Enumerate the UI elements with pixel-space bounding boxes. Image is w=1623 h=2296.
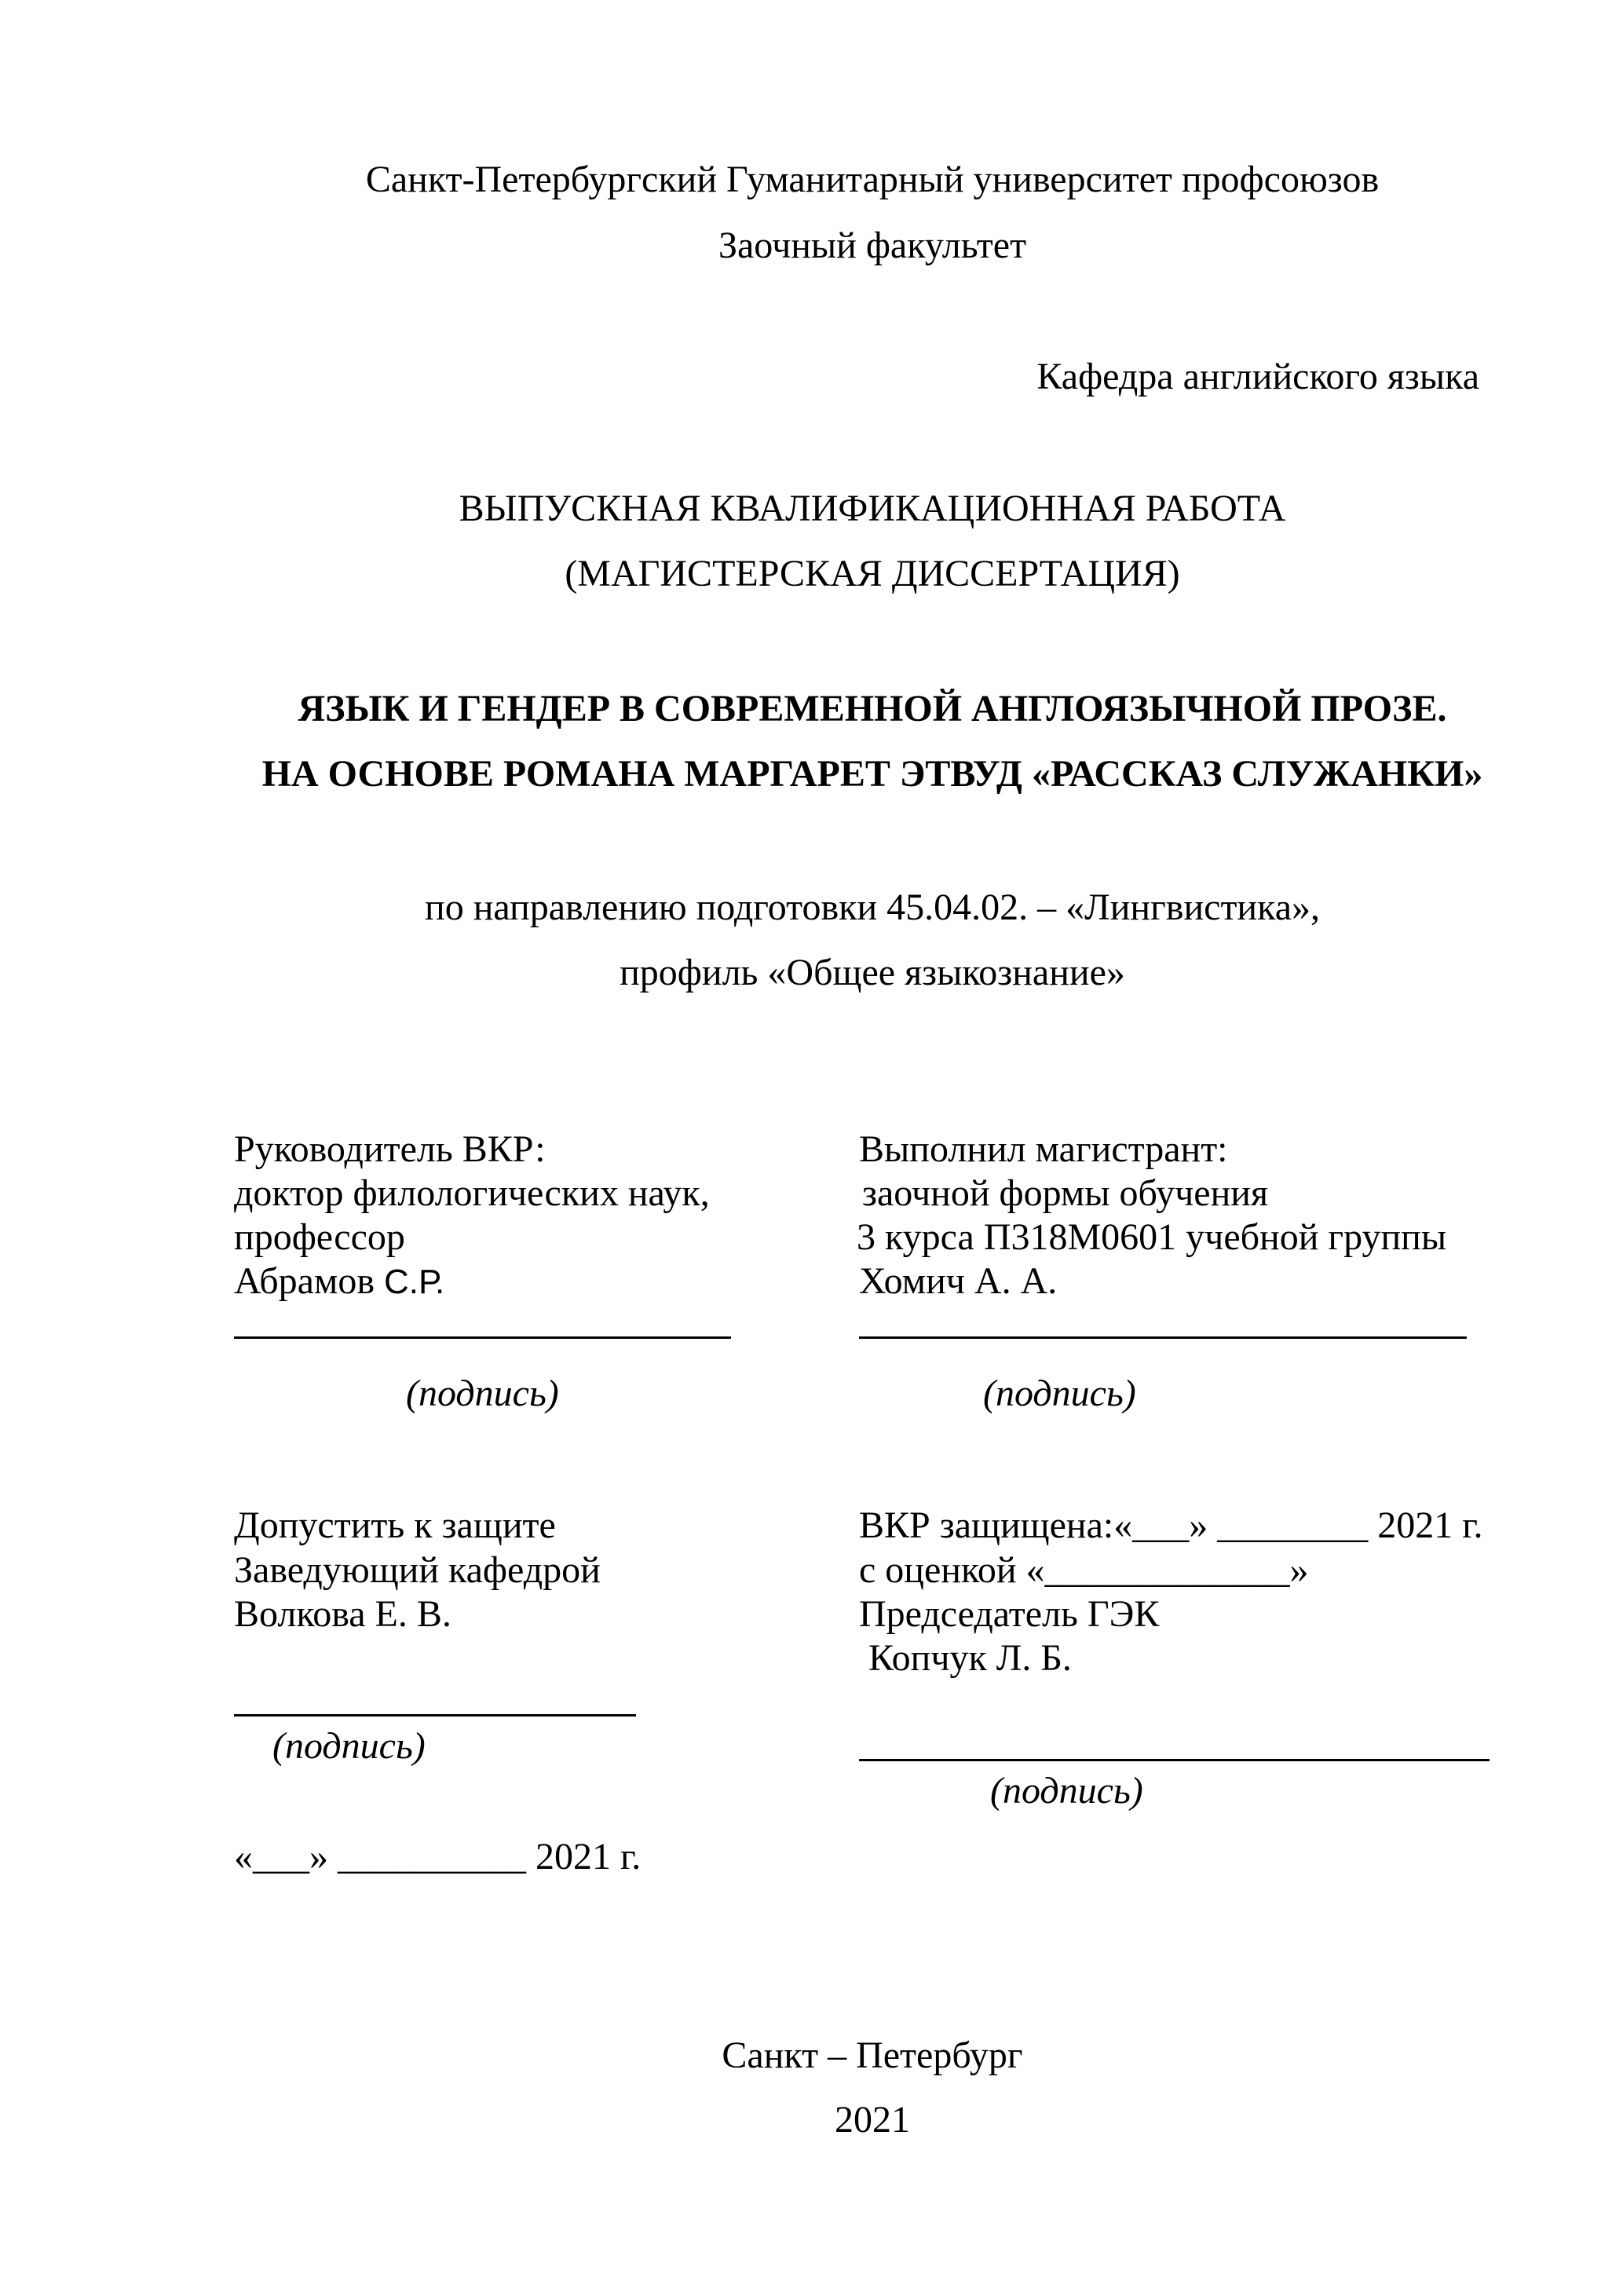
defense-signature-caption: (подпись) <box>990 1770 1143 1812</box>
direction-line1: по направлению подготовки 45.04.02. – «Лингвистика», <box>425 887 1320 928</box>
student-name: Хомич А. А. <box>859 1260 1058 1302</box>
supervisor-degree: доктор филологических наук, <box>234 1172 710 1214</box>
admission-date: «___» __________ 2021 г. <box>234 1836 642 1877</box>
supervisor-initials: С.Р. <box>384 1263 445 1301</box>
admission-signature-caption: (подпись) <box>272 1725 426 1767</box>
supervisor-title: профессор <box>234 1216 405 1258</box>
student-signature-caption: (подпись) <box>983 1373 1136 1414</box>
thesis-title-line2: НА ОСНОВЕ РОМАНА МАРГАРЕТ ЭТВУД «РАССКАЗ СЛУЖАНКИ» <box>261 753 1483 795</box>
year: 2021 <box>835 2099 910 2141</box>
department-name: Кафедра английского языка <box>1036 356 1479 397</box>
university-name: Санкт-Петербургский Гуманитарный университет профсоюзов <box>365 159 1380 200</box>
defense-grade: с оценкой «_____________» <box>859 1549 1309 1591</box>
supervisor-label: Руководитель ВКР: <box>234 1128 546 1170</box>
work-type-line2: (МАГИСТЕРСКАЯ ДИССЕРТАЦИЯ) <box>565 553 1180 594</box>
work-type-line1: ВЫПУСКНАЯ КВАЛИФИКАЦИОННАЯ РАБОТА <box>459 488 1286 529</box>
defense-role: Председатель ГЭК <box>859 1593 1160 1635</box>
admission-signature-line <box>234 1714 636 1717</box>
student-form: заочной формы обучения <box>862 1172 1269 1214</box>
thesis-title-line1: ЯЗЫК И ГЕНДЕР В СОВРЕМЕННОЙ АНГЛОЯЗЫЧНОЙ ПРОЗЕ. <box>298 688 1447 729</box>
defense-chair-name: Копчук Л. Б. <box>859 1637 1072 1679</box>
student-signature-line <box>859 1336 1467 1339</box>
supervisor-name: Абрамов <box>234 1260 384 1302</box>
city: Санкт – Петербург <box>722 2035 1023 2076</box>
admission-role: Заведующий кафедрой <box>234 1549 601 1591</box>
admission-label: Допустить к защите <box>234 1504 556 1546</box>
direction-line2: профиль «Общее языкознание» <box>620 952 1125 993</box>
supervisor-name-line <box>234 1258 444 1306</box>
student-label: Выполнил магистрант: <box>859 1128 1228 1170</box>
defense-label: ВКР защищена:«___» ________ 2021 г. <box>859 1504 1483 1546</box>
supervisor-signature-caption: (подпись) <box>406 1373 559 1414</box>
defense-signature-line <box>859 1759 1490 1761</box>
supervisor-signature-line <box>234 1336 731 1339</box>
faculty-name: Заочный факультет <box>718 225 1027 266</box>
admission-name: Волкова Е. В. <box>234 1593 451 1635</box>
student-group: 3 курса П318М0601 учебной группы <box>857 1216 1447 1258</box>
